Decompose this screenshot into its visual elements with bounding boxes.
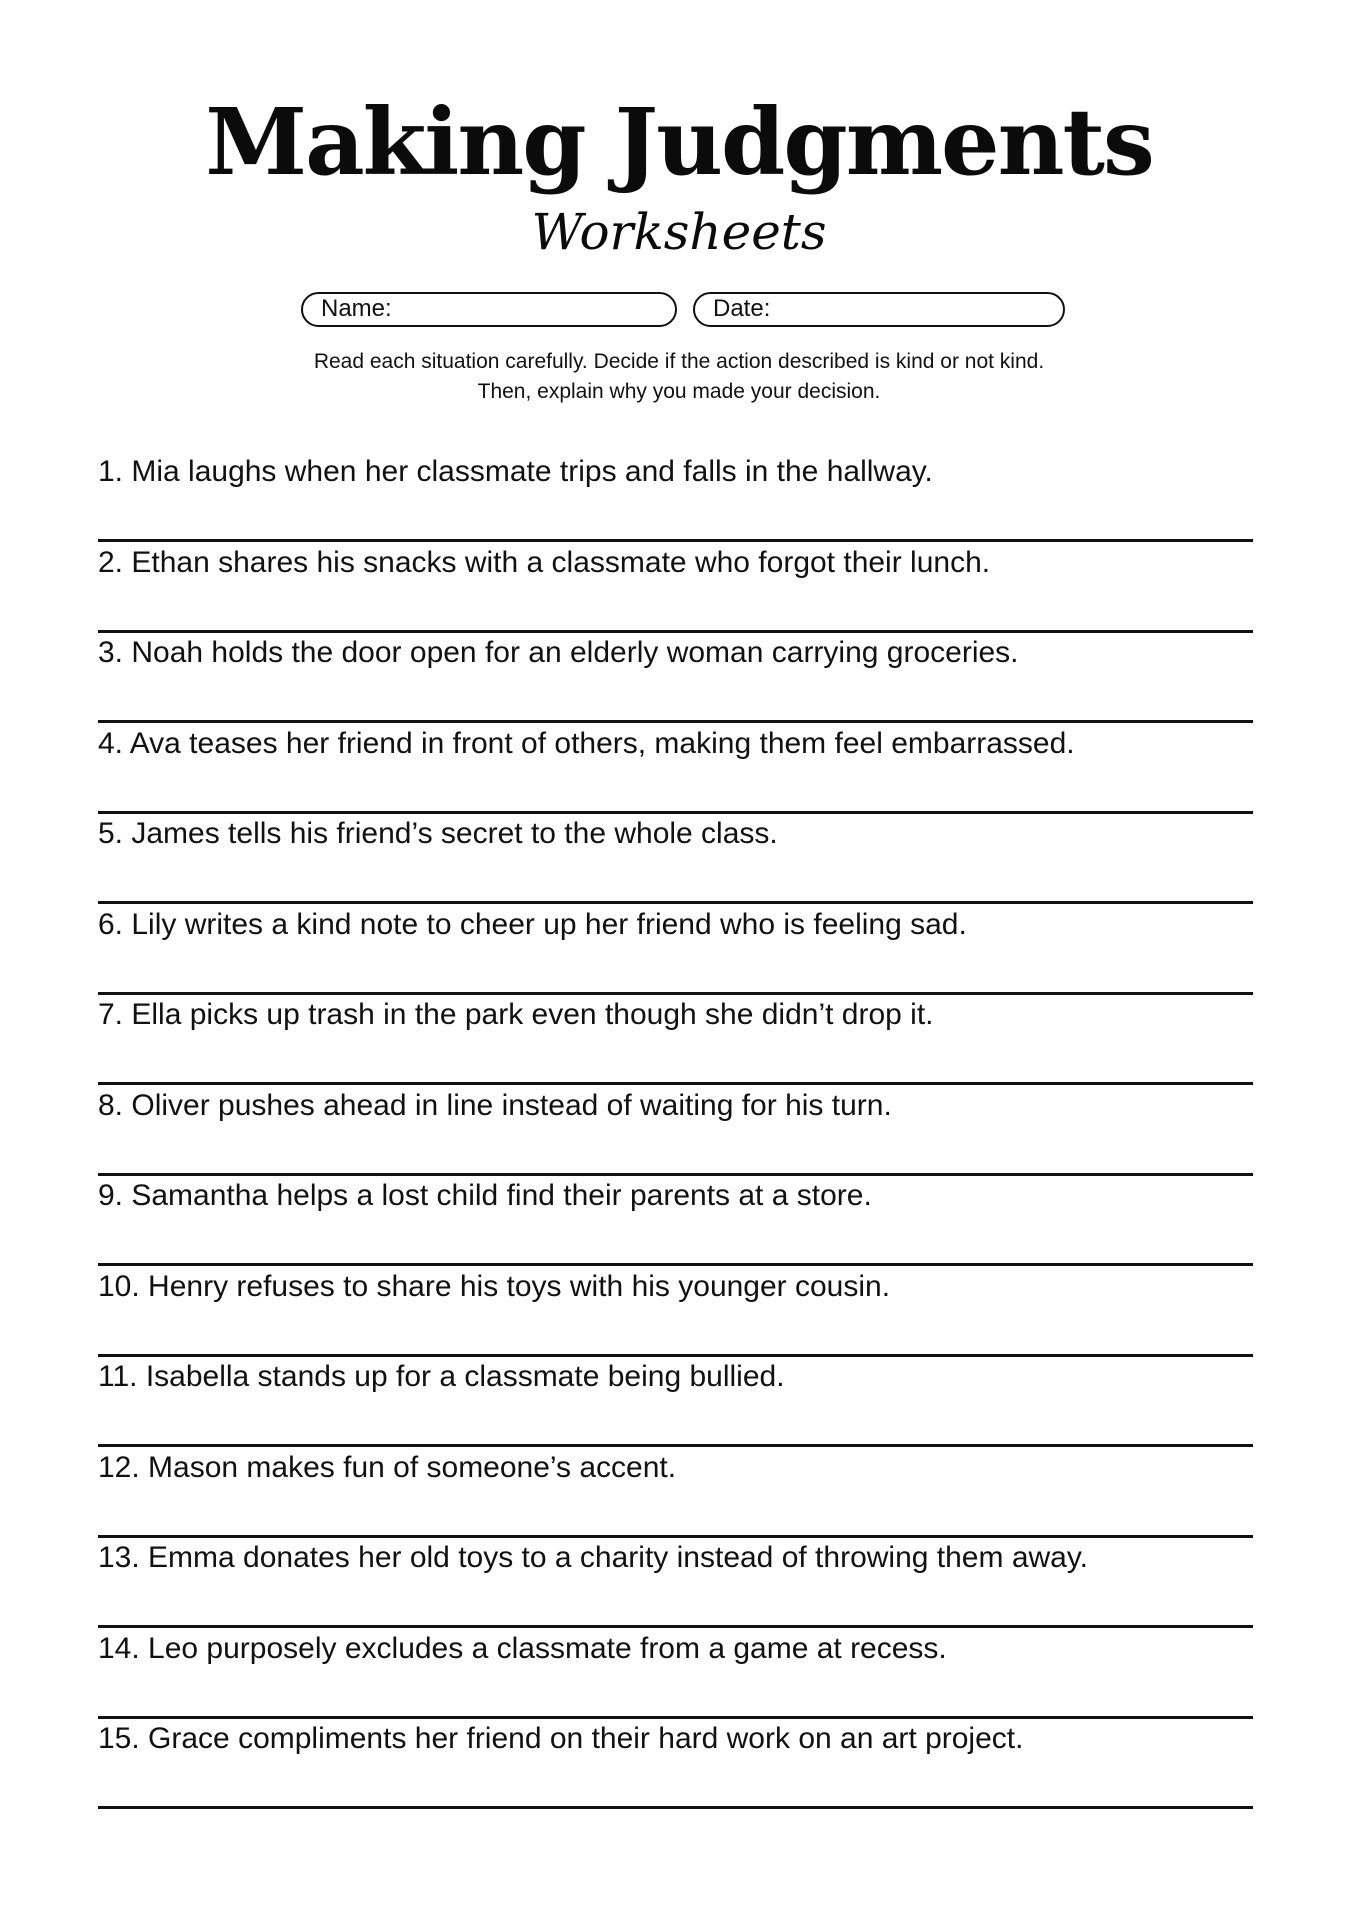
question-text: 9. Samantha helps a lost child find their parents at a store. xyxy=(98,1179,872,1212)
question-text: 3. Noah holds the door open for an elderly woman carrying groceries. xyxy=(98,636,1019,669)
worksheet-title: Making Judgments xyxy=(205,88,1153,196)
question-text: 6. Lily writes a kind note to cheer up her friend who is feeling sad. xyxy=(98,907,967,941)
question-item xyxy=(98,633,1258,724)
question-text: 15. Grace compliments her friend on their hard work on an art project. xyxy=(98,1722,1024,1755)
worksheet-subtitle: Worksheets xyxy=(531,203,827,261)
question-item xyxy=(98,1267,1258,1358)
question-list xyxy=(98,452,1258,1810)
question-item xyxy=(98,1719,1258,1810)
answer-line[interactable] xyxy=(98,1806,1253,1809)
question-text: 14. Leo purposely excludes a classmate from a game at recess. xyxy=(98,1631,947,1665)
instructions-line-1: Read each situation carefully. Decide if the action described is kind or not kind. xyxy=(313,350,1045,373)
instructions-line-2: Then, explain why you made your decision. xyxy=(477,380,881,403)
question-item xyxy=(98,995,1258,1086)
question-item xyxy=(98,1357,1258,1448)
question-item xyxy=(98,724,1258,815)
question-item xyxy=(98,1176,1258,1267)
question-text: 10. Henry refuses to share his toys with his younger cousin. xyxy=(98,1269,891,1303)
instructions xyxy=(0,347,1358,407)
name-field[interactable] xyxy=(301,292,677,327)
date-field[interactable] xyxy=(693,292,1065,327)
question-text: 13. Emma donates her old toys to a charity instead of throwing them away. xyxy=(98,1541,1088,1574)
name-field-label: Name: xyxy=(321,295,392,322)
question-item xyxy=(98,452,1258,543)
question-item xyxy=(98,1448,1258,1539)
question-text: 12. Mason makes fun of someone’s accent. xyxy=(98,1450,677,1484)
question-item xyxy=(98,543,1258,634)
question-item xyxy=(98,905,1258,996)
question-text: 2. Ethan shares his snacks with a classmate who forgot their lunch. xyxy=(98,545,991,579)
question-text: 7. Ella picks up trash in the park even though she didn’t drop it. xyxy=(98,998,934,1031)
question-item xyxy=(98,1629,1258,1720)
question-item xyxy=(98,814,1258,905)
question-item xyxy=(98,1086,1258,1177)
question-text: 1. Mia laughs when her classmate trips and falls in the hallway. xyxy=(98,455,933,488)
question-text: 8. Oliver pushes ahead in line instead of waiting for his turn. xyxy=(98,1088,892,1122)
question-text: 11. Isabella stands up for a classmate being bullied. xyxy=(98,1360,785,1393)
question-item xyxy=(98,1538,1258,1629)
date-field-label: Date: xyxy=(713,295,771,322)
question-text: 5. James tells his friend’s secret to the whole class. xyxy=(98,817,778,850)
question-text: 4. Ava teases her friend in front of others, making them feel embarrassed. xyxy=(98,726,1075,760)
